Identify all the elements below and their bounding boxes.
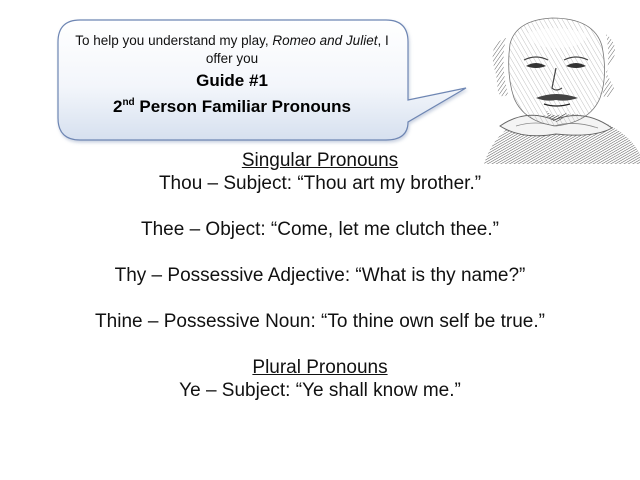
singular-line-thou: Thou – Subject: “Thou art my brother.”	[158, 173, 482, 194]
singular-heading: Singular Pronouns	[241, 150, 399, 171]
subtitle-rest: Person Familiar Pronouns	[134, 97, 351, 116]
shakespeare-portrait-icon	[456, 4, 640, 164]
plural-line-ye: Ye – Subject: “Ye shall know me.”	[179, 380, 461, 401]
singular-line-thine: Thine – Possessive Noun: “To thine own self be true.”	[95, 311, 545, 332]
subtitle-number: 2	[112, 97, 123, 116]
play-title: Romeo and Juliet	[272, 33, 378, 48]
speech-bubble	[56, 18, 476, 148]
pronoun-list	[0, 149, 640, 402]
plural-heading: Plural Pronouns	[252, 357, 388, 378]
speech-bubble-text	[64, 32, 400, 118]
bubble-intro	[64, 32, 400, 68]
singular-line-thee: Thee – Object: “Come, let me clutch thee.”	[141, 219, 499, 240]
spacer	[0, 287, 640, 310]
spacer	[0, 195, 640, 218]
intro-part1: To help you understand my play,	[75, 33, 273, 48]
singular-line-thy: Thy – Possessive Adjective: “What is thy name?”	[114, 265, 526, 286]
spacer	[0, 333, 640, 356]
spacer	[0, 241, 640, 264]
guide-title: Guide #1	[196, 71, 268, 90]
intro-part2: , I offer you	[205, 33, 389, 66]
subtitle-sup: nd	[122, 97, 135, 108]
guide-subtitle	[64, 92, 400, 118]
